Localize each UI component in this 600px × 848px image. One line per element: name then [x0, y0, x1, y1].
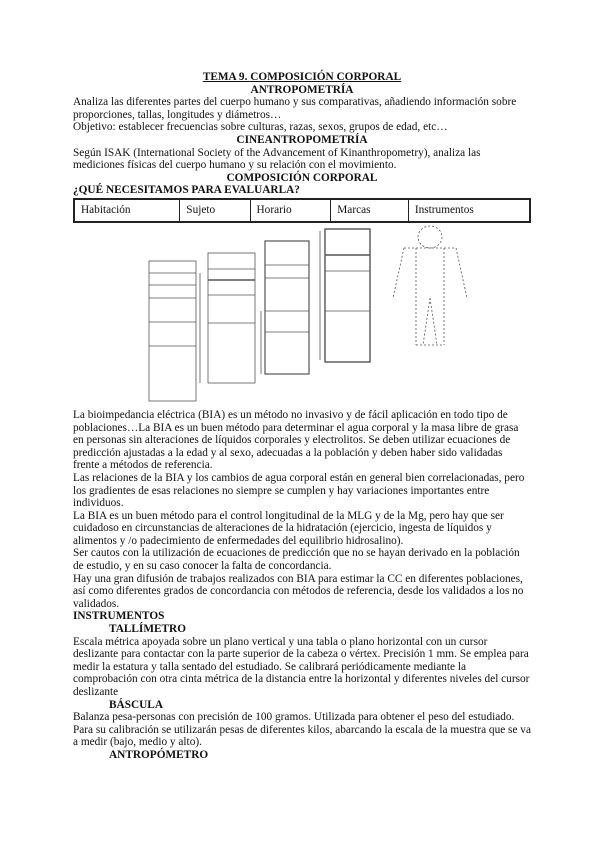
paragraph: Las relaciones de la BIA y los cambios de agua corporal están en general bien correlacionadas, pero los gradientes de esas relaciones no siempre se cumplen y hay variaciones importantes entre individuos. [73, 471, 525, 510]
paragraph: Según ISAK (International Society of the Advancement of Kinanthropometry), analiza las mediciones físicas del cuerpo humano y su relación con el movimiento. [73, 146, 481, 172]
heading-instrumentos: INSTRUMENTOS [73, 610, 165, 623]
paragraph: Escala métrica apoyada sobre un plano vertical y una tabla o plano horizontal con un cursor deslizante para contactar con la parte superior de la cabeza o vértex. Precisión 1 mm. Se emplea para medir la estatura y talla sentado del estudiado. Se calibrará periódicamente mediante la comprobación con otra cinta métrica de la distancia entre la horizontal y diferentes niveles del cursor deslizante [73, 635, 530, 698]
heading-cineantropometria: CINEANTROPOMETRÍA [236, 133, 368, 146]
table-cell: Instrumentos [408, 199, 530, 222]
requirements-table [73, 198, 531, 223]
table-cell: Marcas [331, 199, 409, 222]
heading-tallimetro: TALLÍMETRO [109, 623, 186, 636]
paragraph: La bioimpedancia eléctrica (BIA) es un método no invasivo y de fácil aplicación en todo tipo de poblaciones…La BIA es un buen método para determinar el agua corporal y la masa libre de grasa en personas sin alteraciones de líquidos corporales y electrolitos. Se deben utilizar ecuaciones de predicción ajustadas a la edad y al sexo, adecuadas a la población y deben haber sido validadas frente a métodos de referencia. [73, 408, 519, 472]
paragraph: Analiza las diferentes partes del cuerpo humano y sus comparativas, añadiendo información sobre proporciones, tallas, longitudes y diámetros… [73, 96, 517, 121]
paragraph: Objetivo: establecer frecuencias sobre culturas, razas, sexos, grupos de edad, etc… [73, 121, 448, 134]
heading-antropometria: ANTROPOMETRÍA [250, 83, 354, 96]
table-cell: Habitación [74, 199, 180, 222]
paragraph: Balanza pesa-personas con precisión de 100 gramos. Utilizada para obtener el peso del estudiado. Para su calibración se utilizarán pesas de diferentes kilos, abarcando la escala de la muestra que se va a medir (bajo, medio y alto). [73, 711, 531, 749]
table-cell: Sujeto [180, 199, 250, 222]
document-page [73, 71, 531, 762]
paragraph: Ser cautos con la utilización de ecuaciones de predicción que no se hayan derivado en la población de estudio, y en su caso conocer la falta de concordancia. [73, 547, 520, 573]
heading-antropometro: ANTROPÓMETRO [109, 748, 209, 761]
paragraph: La BIA es un buen método para el control longitudinal de la MLG y de la Mg, pero hay que ser cuidadoso en circunstancias de alteraciones de la hidratación (ejercicio, ingesta de líquidos y alimentos y /o padecimiento de enfermedades del equilibrio hidrosalino). [73, 509, 504, 547]
heading-composicion: COMPOSICIÓN CORPORAL [226, 171, 378, 184]
heading-bascula: BÁSCULA [109, 698, 163, 711]
body-composition-levels-figure [73, 225, 531, 405]
heading-evaluar: ¿QUÉ NECESITAMOS PARA EVALUARLA? [73, 184, 300, 197]
document-title: TEMA 9. COMPOSICIÓN CORPORAL [202, 71, 402, 83]
table-cell: Horario [250, 199, 331, 222]
paragraph: Hay una gran difusión de trabajos realizados con BIA para estimar la CC en diferentes poblaciones, así como diferentes grados de concordancia con métodos de referencia, desde los validados a los no validados. [73, 572, 524, 610]
